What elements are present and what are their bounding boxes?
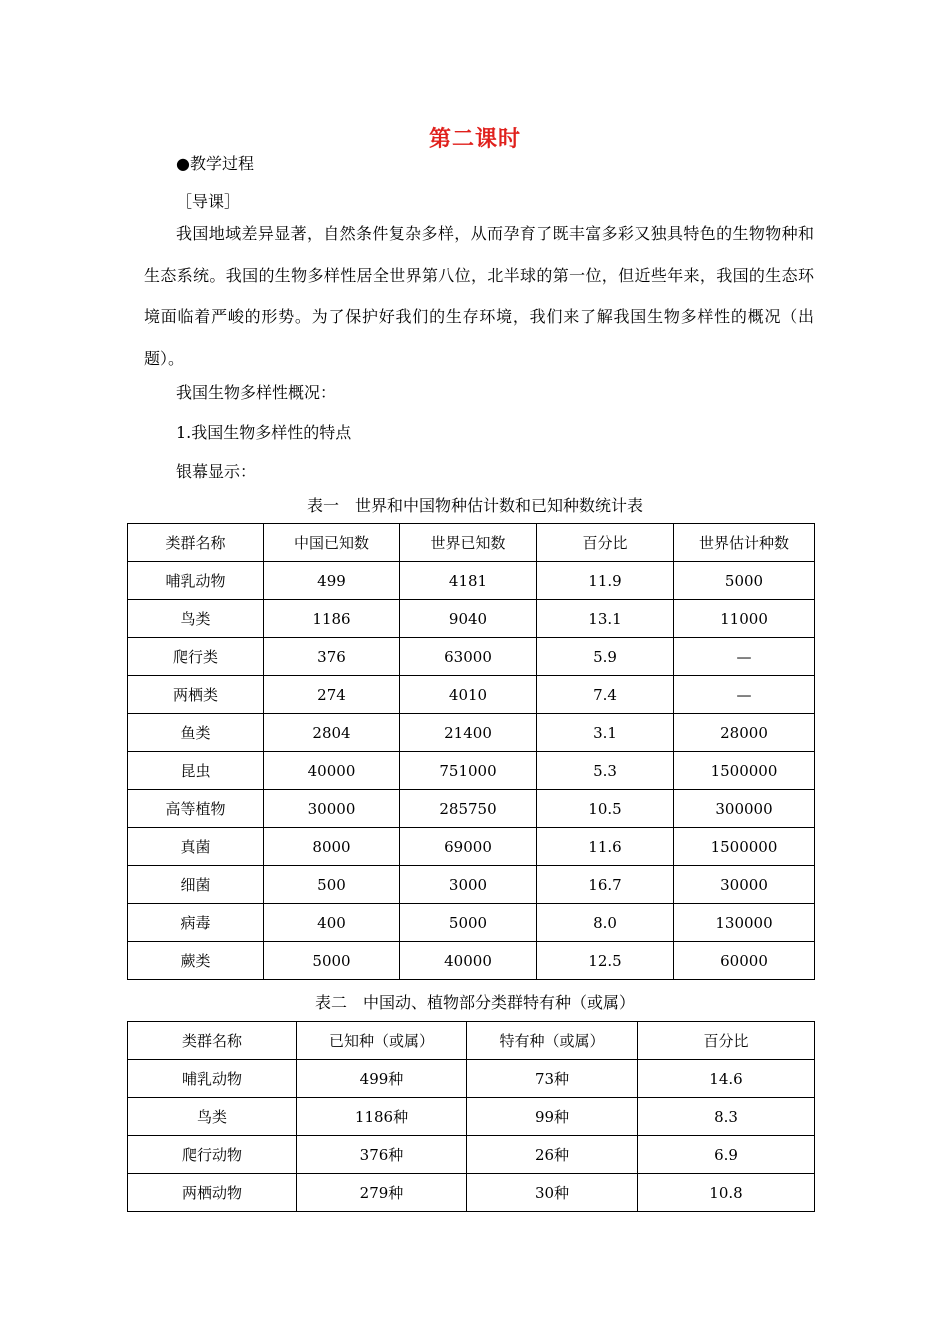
row-label-cell: 昆虫 [128,752,264,790]
table-cell: 16.7 [537,866,674,904]
column-header: 百分比 [638,1022,815,1060]
table-cell: 11.9 [537,562,674,600]
table-cell: 73种 [467,1060,638,1098]
table-cell: 12.5 [537,942,674,980]
table-cell: 60000 [674,942,815,980]
column-header: 世界估计种数 [674,524,815,562]
row-label-cell: 哺乳动物 [128,1060,297,1098]
row-label-cell: 病毒 [128,904,264,942]
overview-heading: 我国生物多样性概况： [176,383,337,402]
table-cell: 4010 [400,676,537,714]
table-cell: 21400 [400,714,537,752]
table-header-row [128,1022,815,1060]
table-cell: 6.9 [638,1136,815,1174]
table-row [128,714,815,752]
table-cell: 300000 [674,790,815,828]
table2-caption: 表二 中国动、植物部分类群特有种（或属） [314,993,635,1012]
table-cell: 3.1 [537,714,674,752]
page-title: 第二课时 [428,127,521,152]
table-row [128,638,815,676]
table-cell: 40000 [264,752,400,790]
table-row [128,790,815,828]
table-row [128,676,815,714]
table-cell: 11.6 [537,828,674,866]
point-1: 1.我国生物多样性的特点 [176,423,352,442]
table-cell: 7.4 [537,676,674,714]
table-cell: 13.1 [537,600,674,638]
table-cell: — [674,676,815,714]
table-cell: 279种 [297,1174,467,1212]
table-cell: 40000 [400,942,537,980]
table-row [128,1136,815,1174]
table-row [128,942,815,980]
table-header-row [128,524,815,562]
table-cell: 5.9 [537,638,674,676]
table-cell: 400 [264,904,400,942]
endemic-species-table [127,1021,815,1212]
row-label-cell: 蕨类 [128,942,264,980]
table-cell: 376 [264,638,400,676]
table-cell: 8.3 [638,1098,815,1136]
table-cell: 5000 [264,942,400,980]
row-label-cell: 鸟类 [128,1098,297,1136]
table-cell: 1186 [264,600,400,638]
table-cell: — [674,638,815,676]
column-header: 类群名称 [128,524,264,562]
species-statistics-table [127,523,815,980]
row-label-cell: 两栖类 [128,676,264,714]
table-cell: 63000 [400,638,537,676]
row-label-cell: 细菌 [128,866,264,904]
row-label-cell: 哺乳动物 [128,562,264,600]
table-row [128,904,815,942]
row-label-cell: 爬行动物 [128,1136,297,1174]
table-cell: 99种 [467,1098,638,1136]
table-row [128,600,815,638]
row-label-cell: 高等植物 [128,790,264,828]
table-row [128,1098,815,1136]
table-cell: 499种 [297,1060,467,1098]
table-cell: 11000 [674,600,815,638]
table-cell: 376种 [297,1136,467,1174]
screen-label: 银幕显示： [176,462,257,481]
table-cell: 751000 [400,752,537,790]
table-cell: 5.3 [537,752,674,790]
table-cell: 26种 [467,1136,638,1174]
intro-label: ［导课］ [176,192,241,211]
row-label-cell: 爬行类 [128,638,264,676]
column-header: 类群名称 [128,1022,297,1060]
table-cell: 285750 [400,790,537,828]
row-label-cell: 两栖动物 [128,1174,297,1212]
column-header: 世界已知数 [400,524,537,562]
table-cell: 5000 [674,562,815,600]
table-cell: 8000 [264,828,400,866]
table-cell: 499 [264,562,400,600]
table-cell: 274 [264,676,400,714]
table-cell: 3000 [400,866,537,904]
table-cell: 30000 [674,866,815,904]
table-cell: 8.0 [537,904,674,942]
table-cell: 9040 [400,600,537,638]
table-cell: 2804 [264,714,400,752]
intro-paragraph: 我国地域差异显著，自然条件复杂多样，从而孕育了既丰富多彩又独具特色的生物物种和生态系统。我国的生物多样性居全世界第八位，北半球的第一位，但近些年来，我国的生态环境面临着严峻的形势。为了保护好我们的生存环境，我们来了解我国生物多样性的概况（出题）。 [144,224,814,368]
table-cell: 30种 [467,1174,638,1212]
table-row [128,752,815,790]
table-cell: 130000 [674,904,815,942]
table-row [128,866,815,904]
table-row [128,828,815,866]
table-row [128,1060,815,1098]
table-cell: 28000 [674,714,815,752]
column-header: 中国已知数 [264,524,400,562]
table-row [128,562,815,600]
table-cell: 1186种 [297,1098,467,1136]
column-header: 百分比 [537,524,674,562]
row-label-cell: 真菌 [128,828,264,866]
process-heading: ●教学过程 [176,154,254,173]
table1-caption: 表一 世界和中国物种估计数和已知种数统计表 [306,496,643,515]
column-header: 已知种（或属） [297,1022,467,1060]
row-label-cell: 鱼类 [128,714,264,752]
table-cell: 69000 [400,828,537,866]
table-cell: 1500000 [674,828,815,866]
table-cell: 10.5 [537,790,674,828]
table-cell: 30000 [264,790,400,828]
table-cell: 14.6 [638,1060,815,1098]
table-cell: 5000 [400,904,537,942]
table-cell: 4181 [400,562,537,600]
row-label-cell: 鸟类 [128,600,264,638]
table-cell: 500 [264,866,400,904]
column-header: 特有种（或属） [467,1022,638,1060]
table-cell: 10.8 [638,1174,815,1212]
table-cell: 1500000 [674,752,815,790]
table-row [128,1174,815,1212]
